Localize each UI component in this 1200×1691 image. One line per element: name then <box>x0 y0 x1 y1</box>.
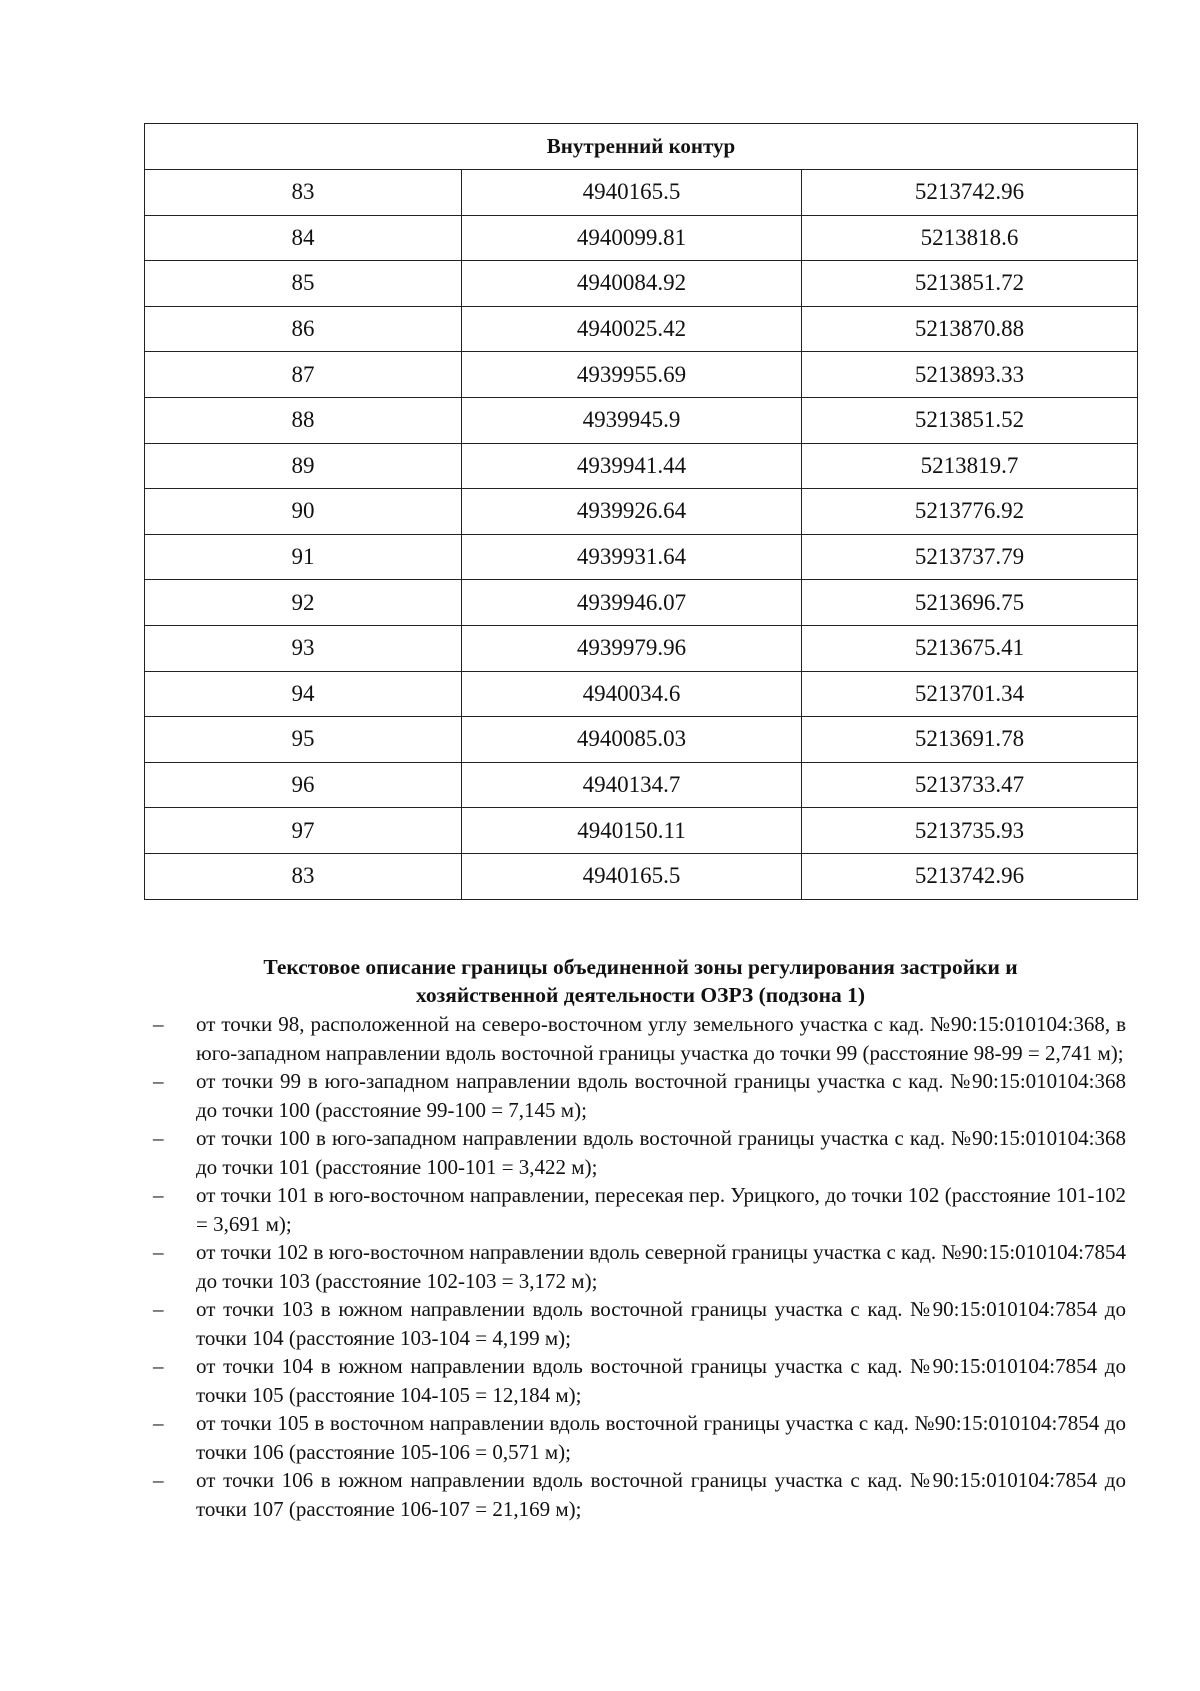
y-coordinate-cell: 5213696.75 <box>802 580 1138 626</box>
list-item-text: от точки 102 в юго-восточном направлении вдоль северной границы участка с кад. №90:15:010104:7854 до точки 103 (расстояние 102-103 = 3,172 м); <box>196 1240 1126 1293</box>
list-item-text: от точки 105 в восточном направлении вдоль восточной границы участка с кад. №90:15:010104:7854 до точки 106 (расстояние 105-106 = 0,571 м); <box>196 1411 1126 1464</box>
y-coordinate-cell: 5213893.33 <box>802 352 1138 398</box>
table-row <box>145 397 1138 443</box>
table-row <box>145 352 1138 398</box>
point-number-cell: 86 <box>145 306 462 352</box>
list-item <box>150 1466 1126 1523</box>
point-number-cell: 85 <box>145 261 462 307</box>
x-coordinate-cell: 4940034.6 <box>462 671 802 717</box>
boundary-description-list <box>150 1010 1126 1523</box>
list-item-text: от точки 104 в южном направлении вдоль восточной границы участка с кад. №90:15:010104:7854 до точки 105 (расстояние 104-105 = 12,184 м); <box>196 1354 1126 1407</box>
x-coordinate-cell: 4939926.64 <box>462 489 802 535</box>
coordinates-table <box>144 123 1138 900</box>
table-row <box>145 443 1138 489</box>
list-item-text: от точки 99 в юго-западном направлении вдоль восточной границы участка с кад. №90:15:010104:368 до точки 100 (расстояние 99-100 = 7,145 м); <box>196 1069 1126 1122</box>
table-row <box>145 170 1138 216</box>
list-marker: – <box>153 1411 164 1435</box>
list-item-text: от точки 106 в южном направлении вдоль восточной границы участка с кад. №90:15:010104:7854 до точки 107 (расстояние 106-107 = 21,169 м); <box>196 1468 1126 1521</box>
table-row <box>145 580 1138 626</box>
y-coordinate-cell: 5213735.93 <box>802 808 1138 854</box>
table-header-row <box>145 124 1138 170</box>
list-item <box>150 1124 1126 1181</box>
list-marker: – <box>153 1468 164 1492</box>
y-coordinate-cell: 5213851.72 <box>802 261 1138 307</box>
y-coordinate-cell: 5213819.7 <box>802 443 1138 489</box>
x-coordinate-cell: 4940084.92 <box>462 261 802 307</box>
y-coordinate-cell: 5213818.6 <box>802 215 1138 261</box>
list-marker: – <box>153 1183 164 1207</box>
point-number-cell: 91 <box>145 534 462 580</box>
x-coordinate-cell: 4939941.44 <box>462 443 802 489</box>
table-row <box>145 625 1138 671</box>
x-coordinate-cell: 4939945.9 <box>462 397 802 443</box>
point-number-cell: 87 <box>145 352 462 398</box>
x-coordinate-cell: 4940150.11 <box>462 808 802 854</box>
y-coordinate-cell: 5213742.96 <box>802 853 1138 899</box>
table-row <box>145 853 1138 899</box>
section-heading <box>144 953 1137 1009</box>
section-heading-line-1: Текстовое описание границы объединенной зоны регулирования застройки и <box>263 955 1018 979</box>
x-coordinate-cell: 4939955.69 <box>462 352 802 398</box>
list-item-text: от точки 101 в юго-восточном направлении, пересекая пер. Урицкого, до точки 102 (расстояние 101-102 = 3,691 м); <box>196 1183 1126 1236</box>
list-item-text: от точки 103 в южном направлении вдоль восточной границы участка с кад. №90:15:010104:7854 до точки 104 (расстояние 103-104 = 4,199 м); <box>196 1297 1126 1350</box>
x-coordinate-cell: 4940165.5 <box>462 170 802 216</box>
list-item <box>150 1010 1126 1067</box>
list-item-text: от точки 100 в юго-западном направлении вдоль восточной границы участка с кад. №90:15:010104:368 до точки 101 (расстояние 100-101 = 3,422 м); <box>196 1126 1126 1179</box>
table-row <box>145 762 1138 808</box>
table-row <box>145 489 1138 535</box>
y-coordinate-cell: 5213870.88 <box>802 306 1138 352</box>
x-coordinate-cell: 4940025.42 <box>462 306 802 352</box>
point-number-cell: 88 <box>145 397 462 443</box>
x-coordinate-cell: 4940134.7 <box>462 762 802 808</box>
table-row <box>145 534 1138 580</box>
list-marker: – <box>153 1126 164 1150</box>
x-coordinate-cell: 4940085.03 <box>462 717 802 763</box>
x-coordinate-cell: 4939946.07 <box>462 580 802 626</box>
table-row <box>145 808 1138 854</box>
y-coordinate-cell: 5213851.52 <box>802 397 1138 443</box>
point-number-cell: 84 <box>145 215 462 261</box>
table-row <box>145 215 1138 261</box>
y-coordinate-cell: 5213701.34 <box>802 671 1138 717</box>
x-coordinate-cell: 4939931.64 <box>462 534 802 580</box>
x-coordinate-cell: 4939979.96 <box>462 625 802 671</box>
table-row <box>145 306 1138 352</box>
point-number-cell: 97 <box>145 808 462 854</box>
point-number-cell: 83 <box>145 853 462 899</box>
list-item <box>150 1409 1126 1466</box>
list-marker: – <box>153 1069 164 1093</box>
list-item <box>150 1238 1126 1295</box>
list-item <box>150 1067 1126 1124</box>
x-coordinate-cell: 4940165.5 <box>462 853 802 899</box>
y-coordinate-cell: 5213691.78 <box>802 717 1138 763</box>
point-number-cell: 96 <box>145 762 462 808</box>
list-marker: – <box>153 1012 164 1036</box>
table-row <box>145 717 1138 763</box>
y-coordinate-cell: 5213742.96 <box>802 170 1138 216</box>
point-number-cell: 89 <box>145 443 462 489</box>
list-item <box>150 1181 1126 1238</box>
list-marker: – <box>153 1354 164 1378</box>
table-row <box>145 671 1138 717</box>
list-marker: – <box>153 1297 164 1321</box>
table-header: Внутренний контур <box>145 124 1138 170</box>
list-item <box>150 1352 1126 1409</box>
y-coordinate-cell: 5213675.41 <box>802 625 1138 671</box>
point-number-cell: 94 <box>145 671 462 717</box>
y-coordinate-cell: 5213733.47 <box>802 762 1138 808</box>
x-coordinate-cell: 4940099.81 <box>462 215 802 261</box>
list-marker: – <box>153 1240 164 1264</box>
point-number-cell: 83 <box>145 170 462 216</box>
point-number-cell: 93 <box>145 625 462 671</box>
point-number-cell: 95 <box>145 717 462 763</box>
list-item <box>150 1295 1126 1352</box>
y-coordinate-cell: 5213737.79 <box>802 534 1138 580</box>
list-item-text: от точки 98, расположенной на северо-восточном углу земельного участка с кад. №90:15:010104:368, в юго-западном направлении вдоль восточной границы участка до точки 99 (расстояние 98-99 = 2,741 м); <box>196 1012 1126 1065</box>
point-number-cell: 92 <box>145 580 462 626</box>
table-row <box>145 261 1138 307</box>
point-number-cell: 90 <box>145 489 462 535</box>
y-coordinate-cell: 5213776.92 <box>802 489 1138 535</box>
section-heading-line-2: хозяйственной деятельности ОЗРЗ (подзона 1) <box>415 983 866 1007</box>
